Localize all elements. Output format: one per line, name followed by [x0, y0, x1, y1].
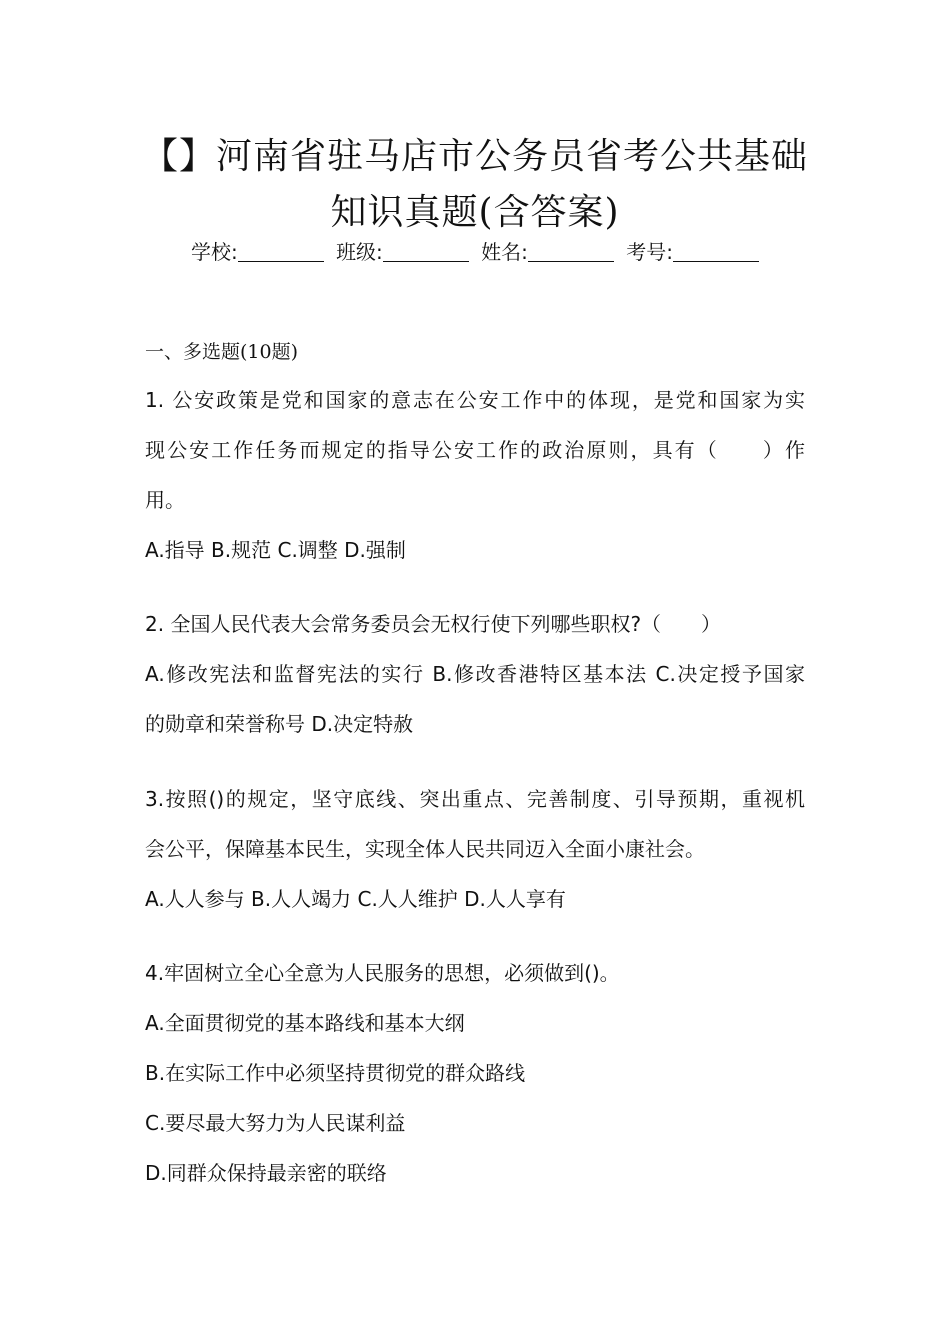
school-blank	[238, 241, 324, 262]
question-1-text-line-1: 1. 公安政策是党和国家的意志在公安工作中的体现，是党和国家为实	[145, 388, 805, 412]
exam-number-field	[626, 236, 759, 265]
school-field	[191, 236, 324, 265]
document-title-line-1: 【】河南省驻马店市公务员省考公共基础	[141, 136, 808, 177]
question-2-options-line-1: A.修改宪法和监督宪法的实行 B.修改香港特区基本法 C.决定授予国家	[145, 662, 805, 686]
question-4-text-line-1: 4.牢固树立全心全意为人民服务的思想，必须做到()。	[145, 961, 620, 985]
school-label: 学校:	[190, 240, 238, 264]
question-4-option-d: D.同群众保持最亲密的联络	[145, 1161, 387, 1185]
class-blank	[383, 241, 469, 262]
class-label: 班级:	[336, 240, 383, 264]
class-field	[336, 236, 469, 265]
question-2-options-line-2: 的勋章和荣誉称号 D.决定特赦	[145, 712, 414, 736]
document-title-line-2: 知识真题(含答案)	[330, 192, 620, 233]
question-1-text-line-3: 用。	[145, 488, 185, 512]
name-label: 姓名:	[481, 240, 528, 264]
exam-number-blank	[673, 241, 759, 262]
section-heading: 一、多选题(10题)	[145, 341, 299, 363]
question-4-option-b: B.在实际工作中必须坚持贯彻党的群众路线	[145, 1061, 526, 1085]
student-info-row	[0, 236, 950, 265]
question-4-option-a: A.全面贯彻党的基本路线和基本大纲	[145, 1011, 465, 1035]
question-2-text-line-1: 2. 全国人民代表大会常务委员会无权行使下列哪些职权?（ ）	[145, 612, 722, 636]
question-3-text-line-2: 会公平，保障基本民生，实现全体人民共同迈入全面小康社会。	[145, 837, 705, 861]
name-blank	[528, 241, 614, 262]
exam-number-label: 考号:	[626, 240, 674, 264]
question-3-options: A.人人参与 B.人人竭力 C.人人维护 D.人人享有	[145, 887, 566, 911]
question-3-text-line-1: 3.按照()的规定，坚守底线、突出重点、完善制度、引导预期，重视机	[145, 787, 805, 811]
question-1-options: A.指导 B.规范 C.调整 D.强制	[145, 538, 406, 562]
name-field	[481, 236, 614, 265]
question-4-option-c: C.要尽最大努力为人民谋利益	[145, 1111, 406, 1135]
question-1-text-line-2: 现公安工作任务而规定的指导公安工作的政治原则，具有（ ）作	[145, 438, 805, 462]
